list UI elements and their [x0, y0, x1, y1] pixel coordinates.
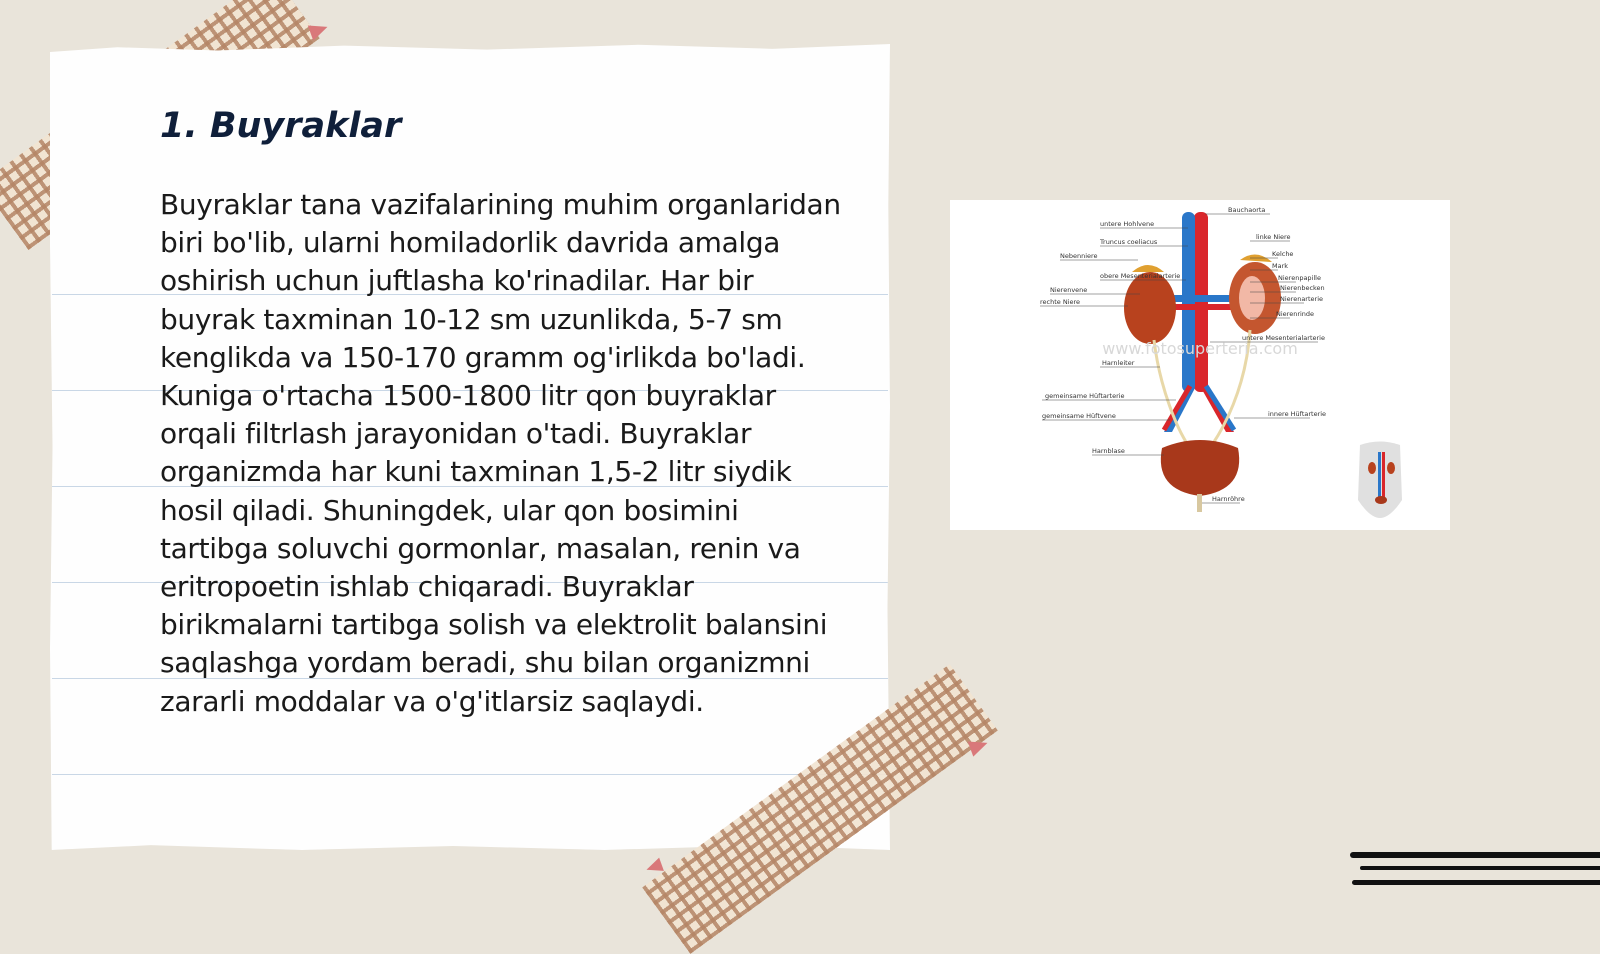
- label-untere-mesenterialarterie: untere Mesenterialarterie: [1242, 334, 1325, 342]
- label-gemeinsame-hueftvene: gemeinsame Hüftvene: [1042, 412, 1116, 420]
- label-nierenrinde: Nierenrinde: [1276, 310, 1315, 318]
- brush-stroke: [1350, 852, 1600, 858]
- brush-stroke: [1352, 880, 1600, 885]
- label-nierenarterie: Nierenarterie: [1280, 295, 1323, 303]
- label-gemeinsame-hueftarterie: gemeinsame Hüftarterie: [1045, 392, 1125, 400]
- brush-stroke: [1360, 866, 1600, 870]
- label-nierenbecken: Nierenbecken: [1280, 284, 1325, 292]
- label-nierenpapille: Nierenpapille: [1278, 274, 1321, 282]
- urinary-system-illustration: [950, 200, 1450, 530]
- urethra-shape: [1197, 494, 1202, 512]
- diagram-watermark: www.fotosuperteria.com: [1102, 339, 1298, 358]
- label-rechte-niere: rechte Niere: [1040, 298, 1081, 306]
- label-innere-hueftarterie: innere Hüftarterie: [1268, 410, 1327, 418]
- slide-paragraph: Buyraklar tana vazifalarining muhim organlaridan biri bo'lib, ularni homiladorlik davrida amalga oshirish uchun juftlasha ko'rinadilar. Har bir buyrak taxminan 10-12 sm uzunlikda, 5-7 sm kenglikda va 150-170 gramm og'irlikda bo'ladi. Kuniga o'rtacha 1500-1800 litr qon buyraklar orqali filtrlash jarayonidan o'tadi. Buyraklar organizmda har kuni taxminan 1,5-2 litr siydik hosil qiladi. Shuningdek, ular qon bosimini tartibga soluvchi gormonlar, masalan, renin va eritropoetin ishlab chiqaradi. Buyraklar birikmalarni tartibga solish va elektrolit balansini saqlashga yordam beradi, shu bilan organizmni zararli moddalar va o'g'itlarsiz saqlaydi.: [160, 188, 841, 718]
- label-nebenniere: Nebenniere: [1060, 252, 1098, 260]
- label-mark: Mark: [1272, 262, 1289, 270]
- adrenal-gland-right: [1132, 265, 1164, 272]
- label-kelche: Kelche: [1272, 250, 1294, 258]
- label-linke-niere: linke Niere: [1256, 233, 1291, 241]
- label-harnblase: Harnblase: [1092, 447, 1125, 455]
- right-iliac-vein: [1206, 386, 1234, 430]
- label-nierenvene: Nierenvene: [1050, 286, 1088, 294]
- paper-rule-line: [52, 774, 888, 775]
- label-harnroehre: Harnröhre: [1212, 495, 1245, 503]
- bladder-shape: [1161, 440, 1239, 496]
- label-truncus-coeliacus: Truncus coeliacus: [1100, 238, 1158, 246]
- right-kidney-shape: [1124, 272, 1176, 344]
- tape-end-top-left: [308, 19, 330, 40]
- label-harnleiter: Harnleiter: [1102, 359, 1135, 367]
- body-silhouette-inset: [1358, 442, 1402, 519]
- label-obere-mesenterialarterie: obere Mesenterialarterie: [1100, 272, 1181, 280]
- slide-title: 1. Buyraklar: [160, 106, 402, 146]
- label-untere-hohlvene: untere Hohlvene: [1100, 220, 1155, 228]
- label-bauchaorta: Bauchaorta: [1228, 206, 1266, 214]
- urinary-system-diagram: [950, 200, 1450, 530]
- left-kidney-section: [1239, 276, 1265, 320]
